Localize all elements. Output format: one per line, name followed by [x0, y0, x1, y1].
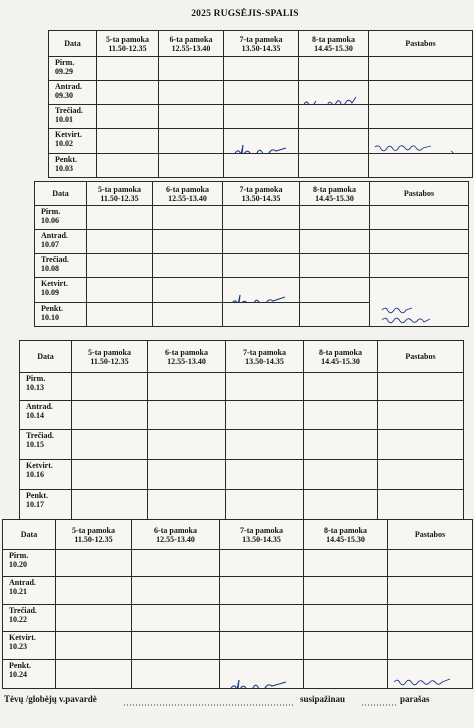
table-row	[20, 460, 464, 490]
day-cell: Ketvirt. 10.09	[35, 278, 87, 303]
lesson-5-header: 5-ta pamoka 11.50-12.35	[97, 31, 159, 57]
lesson-8-header: 8-ta pamoka 14.45-15.30	[304, 520, 388, 550]
signature-scribble	[224, 141, 299, 154]
notes-header: Pastabos	[388, 520, 473, 550]
day-cell: Antrad. 10.14	[20, 401, 72, 430]
day-cell: Pirm. 10.13	[20, 373, 72, 401]
handwriting-scribble	[299, 93, 369, 105]
lesson-7-header: 7-ta pamoka 13.50-14.35	[223, 182, 300, 206]
day-cell: Trečiad. 10.08	[35, 254, 87, 278]
table-row	[49, 154, 473, 178]
handwriting-scribble	[388, 674, 473, 689]
date-header: Data	[3, 520, 56, 550]
lesson-8-header: 8-ta pamoka 14.45-15.30	[299, 31, 369, 57]
parent-signature-line	[4, 694, 474, 710]
day-cell: Antrad. 10.07	[35, 230, 87, 254]
lesson-7-header: 7-ta pamoka 13.50-14.35	[226, 341, 304, 373]
table-row	[49, 81, 473, 105]
day-cell: Penkt. 10.03	[49, 154, 97, 178]
lesson-5-header: 5-ta pamoka 11.50-12.35	[72, 341, 148, 373]
table-row	[35, 278, 469, 303]
signature	[223, 278, 300, 303]
lesson-6-header: 6-ta pamoka 12.55-13.40	[132, 520, 220, 550]
schedule-table-week-3	[19, 340, 464, 520]
day-cell: Antrad. 10.21	[3, 577, 56, 605]
lesson-6-header: 6-ta pamoka 12.55-13.40	[159, 31, 224, 57]
day-cell: Trečiad. 10.15	[20, 430, 72, 460]
notes-header: Pastabos	[378, 341, 464, 373]
table-row	[35, 230, 469, 254]
day-cell: Pirm. 09.29	[49, 57, 97, 81]
signature	[224, 129, 299, 154]
handwritten-note	[369, 129, 473, 154]
lesson-5-header: 5-ta pamoka 11.50-12.35	[56, 520, 132, 550]
date-header: Data	[49, 31, 97, 57]
table-row	[49, 105, 473, 129]
day-cell: Ketvirt. 10.02	[49, 129, 97, 154]
table-row	[3, 605, 473, 632]
schedule-table-week-2	[34, 181, 469, 327]
day-cell: Trečiad. 10.01	[49, 105, 97, 129]
date-header: Data	[35, 182, 87, 206]
table-row	[20, 490, 464, 520]
date-header: Data	[20, 341, 72, 373]
signature-label: parašas	[400, 694, 430, 704]
table-row	[3, 550, 473, 577]
table-row	[49, 57, 473, 81]
acknowledged-label: susipažinau	[300, 694, 346, 704]
dotted-line	[124, 703, 294, 707]
table-row	[20, 373, 464, 401]
day-cell: Antrad. 09.30	[49, 81, 97, 105]
lesson-7-header: 7-ta pamoka 13.50-14.35	[224, 31, 299, 57]
schedule-table-week-4	[2, 519, 473, 689]
day-cell: Ketvirt. 10.23	[3, 632, 56, 660]
handwriting-scribble	[370, 302, 469, 327]
page-title: 2025 RUGSĖJIS-SPALIS	[191, 9, 299, 19]
schedule-table-week-1	[48, 30, 473, 178]
table-row	[3, 577, 473, 605]
lesson-7-header: 7-ta pamoka 13.50-14.35	[220, 520, 304, 550]
table-row	[20, 430, 464, 460]
day-cell: Penkt. 10.10	[35, 303, 87, 327]
handwriting-scribble	[369, 141, 473, 154]
table-row	[49, 129, 473, 154]
lesson-6-header: 6-ta pamoka 12.55-13.40	[153, 182, 223, 206]
lesson-8-header: 8-ta pamoka 14.45-15.30	[304, 341, 378, 373]
table-row	[20, 401, 464, 430]
dotted-line	[362, 703, 396, 707]
notes-header: Pastabos	[369, 31, 473, 57]
day-cell: Ketvirt. 10.16	[20, 460, 72, 490]
notes-header: Pastabos	[370, 182, 469, 206]
table-row	[35, 254, 469, 278]
handwritten-note	[370, 278, 469, 327]
signature	[220, 660, 304, 689]
day-cell: Trečiad. 10.22	[3, 605, 56, 632]
signature-scribble	[223, 290, 300, 303]
lesson-8-header: 8-ta pamoka 14.45-15.30	[300, 182, 370, 206]
day-cell: Pirm. 10.06	[35, 206, 87, 230]
handwritten-note	[388, 660, 473, 689]
day-cell: Penkt. 10.17	[20, 490, 72, 520]
day-cell: Penkt. 10.24	[3, 660, 56, 689]
table-row	[35, 206, 469, 230]
day-cell: Pirm. 10.20	[3, 550, 56, 577]
table-row	[3, 660, 473, 689]
table-row	[3, 632, 473, 660]
lesson-5-header: 5-ta pamoka 11.50-12.35	[87, 182, 153, 206]
parent-name-label: Tėvų /globėjų v.pavardė	[4, 694, 97, 704]
handwritten-note	[299, 81, 369, 105]
lesson-6-header: 6-ta pamoka 12.55-13.40	[148, 341, 226, 373]
signature-scribble	[220, 674, 304, 689]
